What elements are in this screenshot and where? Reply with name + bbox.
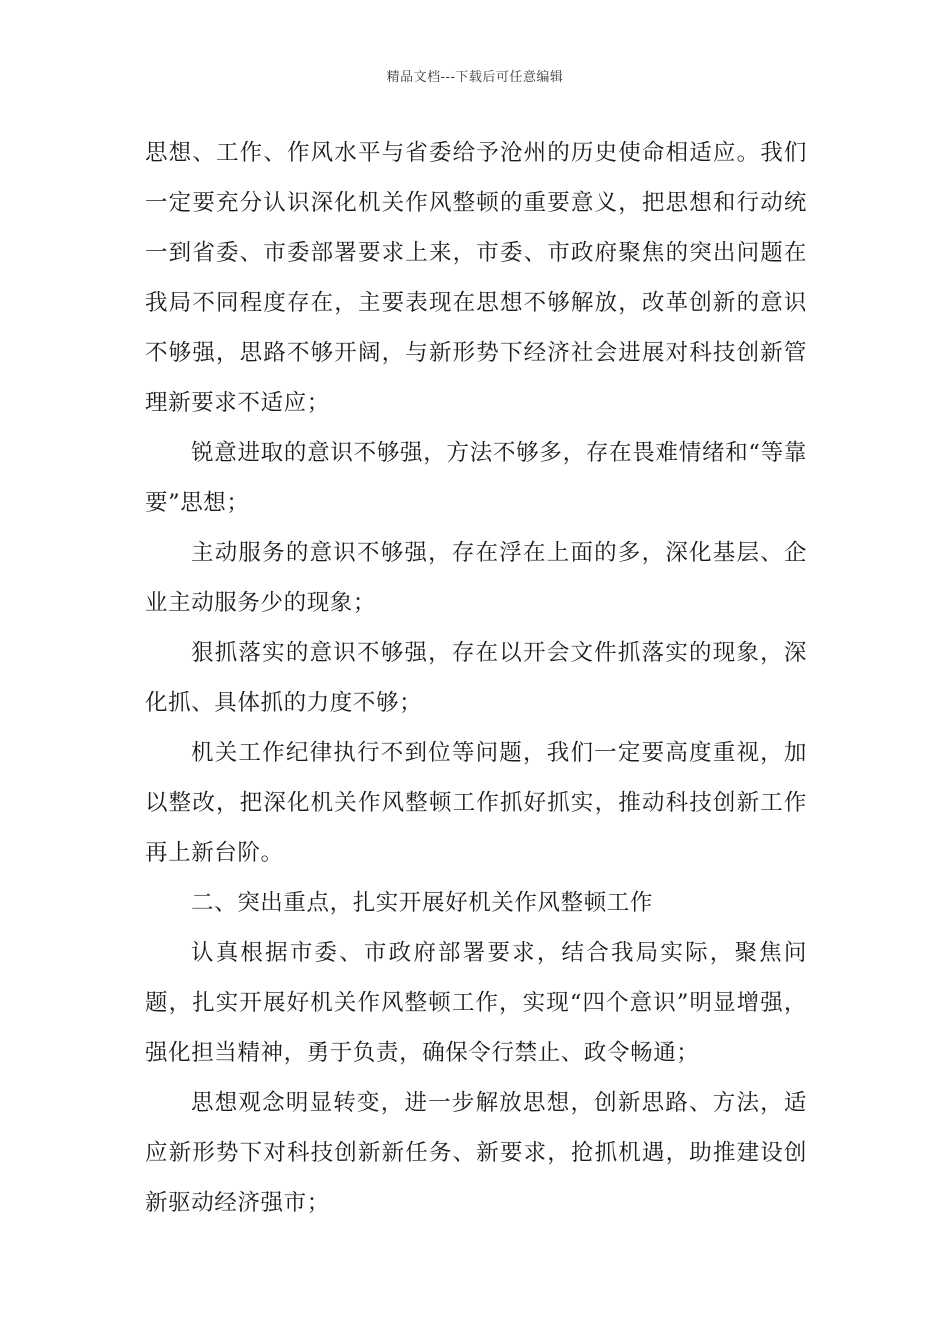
paragraph-2: 锐意进取的意识不够强，方法不够多，存在畏难情绪和“等靠要”思想； (145, 440, 807, 516)
paragraph-6: 认真根据市委、市政府部署要求，结合我局实际，聚焦问题，扎实开展好机关作风整顿工作，实现“四个意识”明显增强，强化担当精神，勇于负责，确保令行禁止、政令畅通； (145, 940, 807, 1066)
paragraph-5: 机关工作纪律执行不到位等问题，我们一定要高度重视，加以整改，把深化机关作风整顿工作抓好抓实，推动科技创新工作再上新台阶。 (145, 740, 807, 866)
paragraph-1: 思想、工作、作风水平与省委给予沧州的历史使命相适应。我们一定要充分认识深化机关作风整顿的重要意义，把思想和行动统一到省委、市委部署要求上来，市委、市政府聚焦的突出问题在我局不同程度存在，主要表现在思想不够解放，改革创新的意识不够强，思路不够开阔，与新形势下经济社会进展对科技创新管理新要求不适应； (145, 140, 807, 416)
paragraph-3: 主动服务的意识不够强，存在浮在上面的多，深化基层、企业主动服务少的现象； (145, 540, 807, 616)
document-body (145, 128, 807, 1228)
paragraph-4: 狠抓落实的意识不够强，存在以开会文件抓落实的现象，深化抓、具体抓的力度不够； (145, 640, 807, 716)
paragraph-7: 思想观念明显转变，进一步解放思想，创新思路、方法，适应新形势下对科技创新新任务、新要求，抢抓机遇，助推建设创新驱动经济强市； (145, 1090, 807, 1216)
section-heading: 二、突出重点，扎实开展好机关作风整顿工作 (191, 890, 654, 916)
page-header: 精品文档---下载后可任意编辑 (386, 70, 564, 85)
